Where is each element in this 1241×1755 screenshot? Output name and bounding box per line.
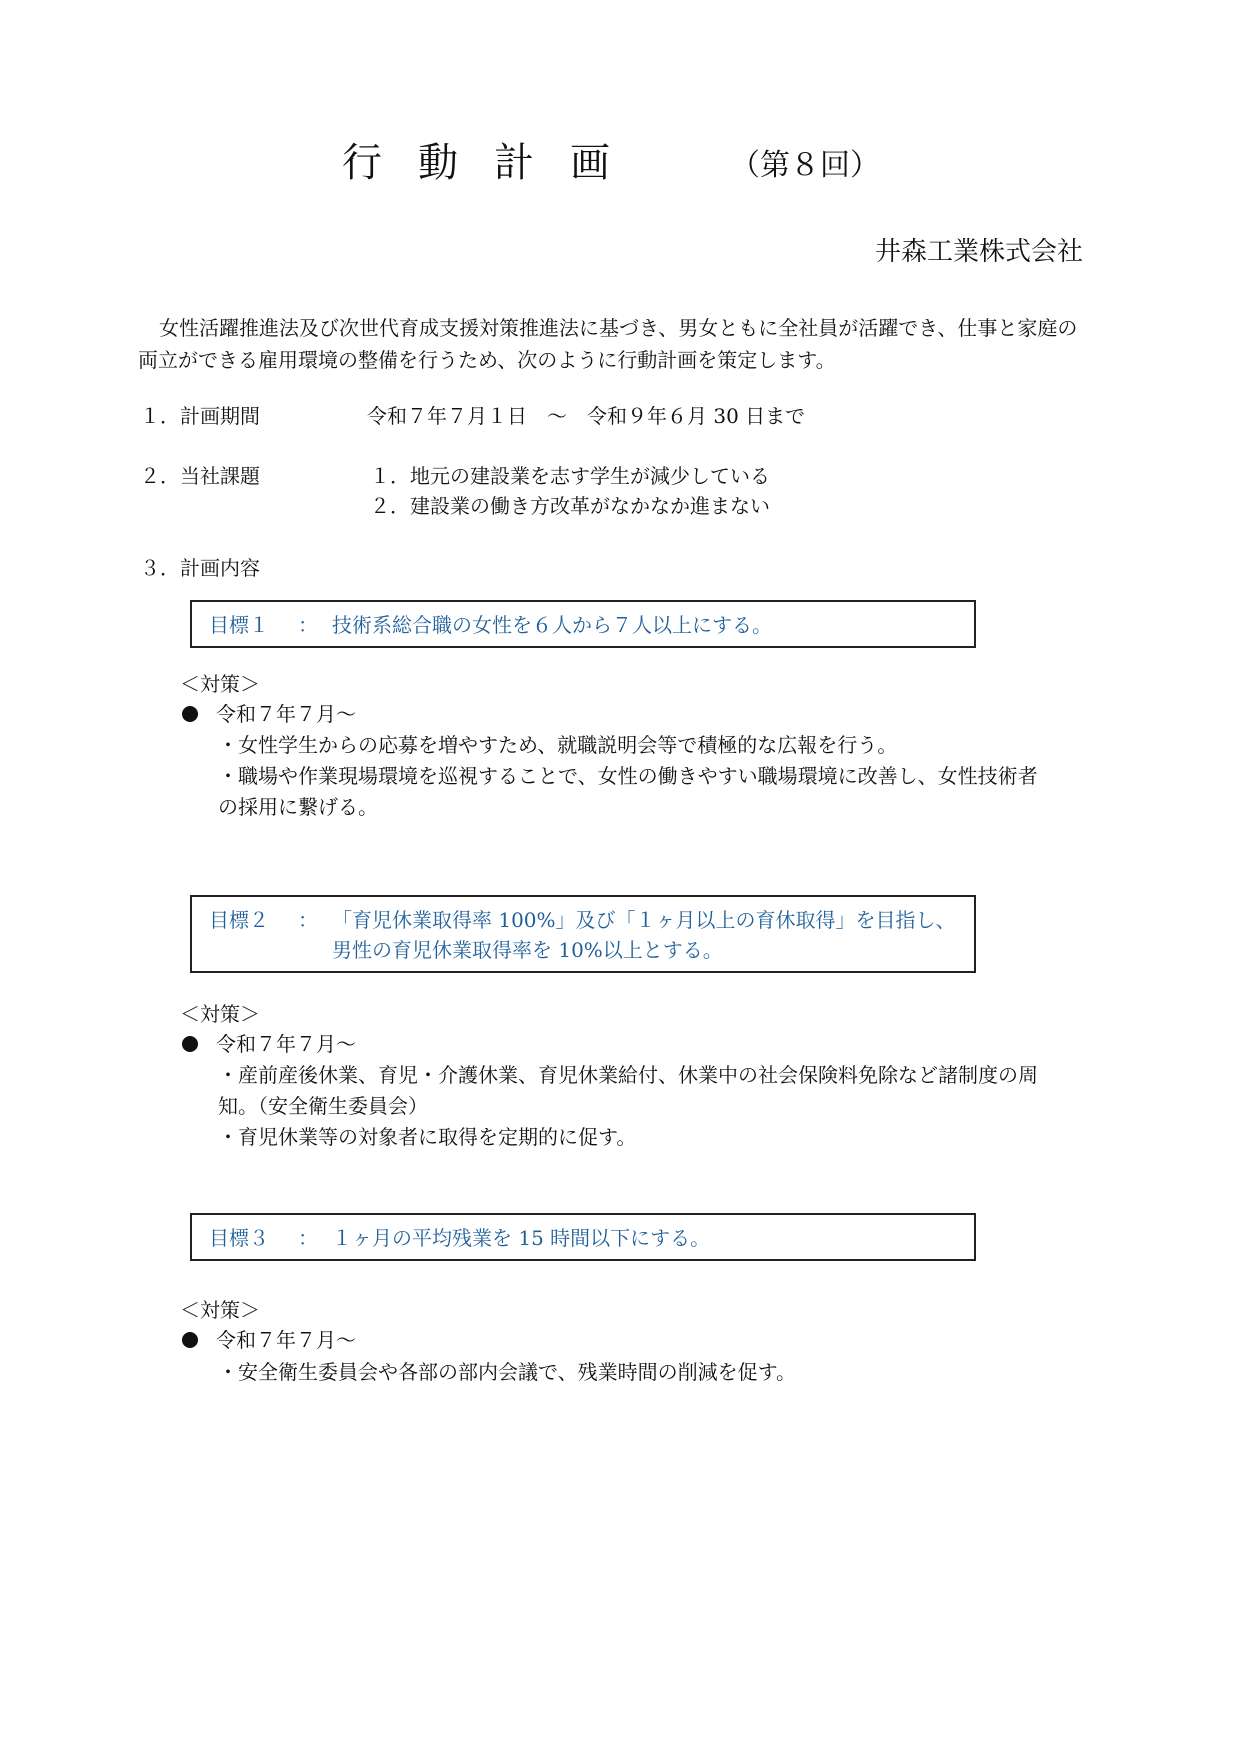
measure-heading: ＜対策＞ — [180, 672, 260, 696]
section-content-label: ３．計画内容 — [140, 556, 260, 580]
measure-period: 令和７年７月～ — [216, 1032, 356, 1056]
page-subtitle: （第８回） — [730, 148, 880, 183]
filled-circle-icon — [182, 1036, 198, 1052]
goal-colon: ： — [298, 1226, 318, 1250]
section-period-value: 令和７年７月１日 ～ 令和９年６月 30 日まで — [367, 404, 806, 428]
goal-colon: ： — [298, 908, 318, 932]
issue-item: ２．建設業の働き方改革がなかなか進まない — [370, 494, 770, 518]
measure-item: ・女性学生からの応募を増やすため、就職説明会等で積極的な広報を行う。 — [218, 733, 898, 757]
measure-item: ・産前産後休業、育児・介護休業、育児休業給付、休業中の社会保険料免除など諸制度の周 — [218, 1063, 1038, 1087]
company-name: 井森工業株式会社 — [874, 237, 1083, 267]
goal-label: 目標２ — [209, 908, 269, 932]
measure-item: ・職場や作業現場環境を巡視することで、女性の働きやすい職場環境に改善し、女性技術者 — [218, 764, 1038, 788]
goal-text: １ヶ月の平均残業を 15 時間以下にする。 — [332, 1226, 711, 1250]
goal-label: 目標３ — [209, 1226, 269, 1250]
filled-circle-icon — [182, 706, 198, 722]
goal-box-2 — [190, 895, 976, 973]
goal-colon: ： — [298, 613, 318, 637]
measure-heading: ＜対策＞ — [180, 1298, 260, 1322]
filled-circle-icon — [182, 1332, 198, 1348]
intro-paragraph: 女性活躍推進法及び次世代育成支援対策推進法に基づき、男女ともに全社員が活躍でき、仕事と家庭の両立ができる雇用環境の整備を行うため、次のように行動計画を策定します。 — [138, 316, 1078, 372]
goal-text-continued: 男性の育児休業取得率を 10%以上とする。 — [332, 938, 723, 962]
measure-item-continued: 知。（安全衛生委員会） — [218, 1094, 428, 1118]
goal-box-3 — [190, 1213, 976, 1261]
goal-box-1 — [190, 600, 976, 648]
goal-text: 「育児休業取得率 100%」及び「１ヶ月以上の育休取得」を目指し、 — [332, 908, 956, 932]
measure-item: ・育児休業等の対象者に取得を定期的に促す。 — [218, 1125, 637, 1149]
page-title: 行動計画 — [342, 140, 646, 186]
goal-text: 技術系総合職の女性を６人から７人以上にする。 — [332, 613, 772, 637]
measure-period: 令和７年７月～ — [216, 702, 356, 726]
measure-period: 令和７年７月～ — [216, 1328, 356, 1352]
section-period-label: １．計画期間 — [140, 404, 260, 428]
issue-item: １．地元の建設業を志す学生が減少している — [370, 464, 770, 488]
measure-item-continued: の採用に繋げる。 — [218, 795, 378, 819]
measure-heading: ＜対策＞ — [180, 1002, 260, 1026]
measure-item: ・安全衛生委員会や各部の部内会議で、残業時間の削減を促す。 — [218, 1360, 796, 1384]
section-issues-label: ２．当社課題 — [140, 464, 260, 488]
goal-label: 目標１ — [209, 613, 269, 637]
